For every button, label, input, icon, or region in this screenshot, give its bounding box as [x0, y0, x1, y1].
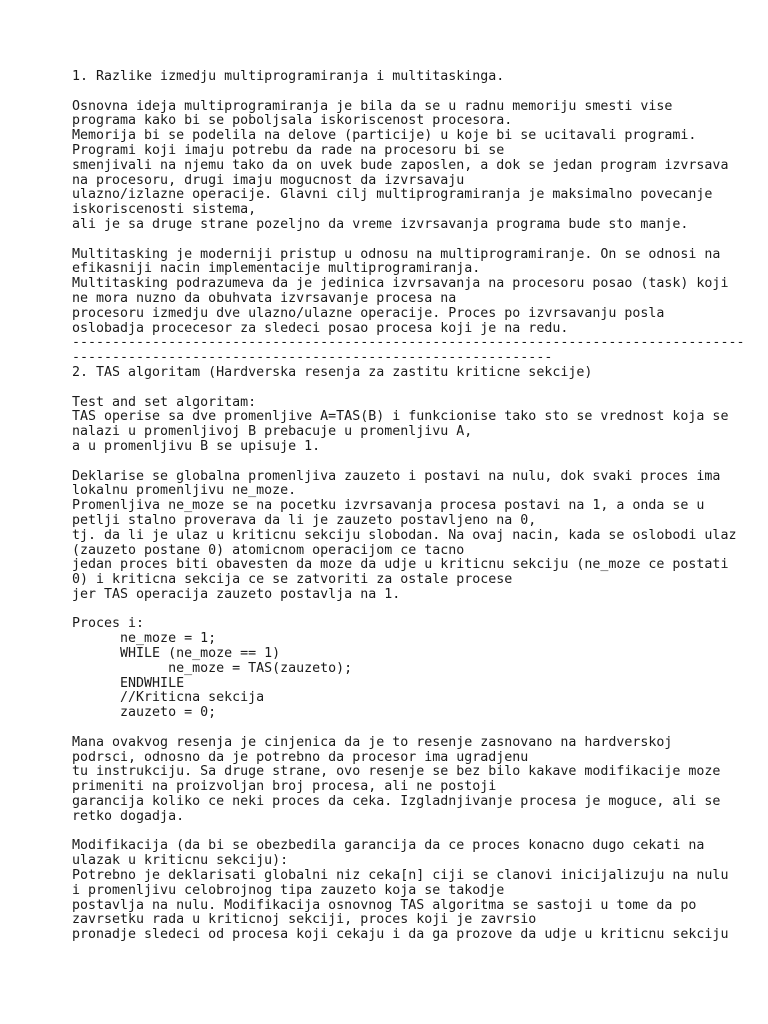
text-line: Promenljiva ne_moze se na pocetku izvrsavanja procesa postavi na 1, a onda se u: [72, 498, 705, 514]
text-line: tj. da li je ulaz u kriticnu sekciju slobodan. Na ovaj nacin, kada se oslobodi ulaz: [72, 527, 737, 543]
text-line: lokalnu promenljivu ne_moze.: [72, 483, 297, 499]
blank-line: [72, 721, 762, 736]
text-line: Multitasking je moderniji pristup u odnosu na multiprogramiranje. On se odnosi na: [72, 246, 721, 262]
text-line: Mana ovakvog resenja je cinjenica da je to resenje zasnovano na hardverskoj: [72, 734, 673, 750]
text-line: ------------------------------------------------------------: [72, 350, 553, 366]
text-line: ne_moze = 1;: [72, 631, 217, 647]
text-line: petlji stalno proverava da li je zauzeto postavljeno na 0,: [72, 512, 537, 528]
text-line: postavlja na nulu. Modifikacija osnovnog TAS algoritma se sastoji u tome da po: [72, 897, 697, 913]
text-line: Modifikacija (da bi se obezbedila garancija da ce proces konacno dugo cekati na: [72, 838, 705, 854]
text-line: primeniti na proizvoljan broj procesa, ali ne postoji: [72, 779, 497, 795]
text-line: Deklarise se globalna promenljiva zauzeto i postavi na nulu, dok svaki proces ima: [72, 468, 721, 484]
text-line: Programi koji imaju potrebu da rade na procesoru bi se: [72, 142, 505, 158]
text-line: ------------------------------------------------------------------------------------: [72, 335, 745, 351]
text-line: smenjivali na njemu tako da on uvek bude zaposlen, a dok se jedan program izvrsava: [72, 157, 729, 173]
text-line: Potrebno je deklarisati globalni niz ceka[n] ciji se clanovi inicijalizuju na nulu: [72, 868, 729, 884]
text-line: ulazno/izlazne operacije. Glavni cilj multiprogramiranja je maksimalno povecanje: [72, 187, 713, 203]
text-line: podrsci, odnosno da je potrebno da procesor ima ugradjenu: [72, 749, 529, 765]
blank-line: [72, 381, 762, 396]
text-line: oslobadja procecesor za sledeci posao procesa koji je na redu.: [72, 320, 569, 336]
text-line: (zauzeto postane 0) atomicnom operacijom ce tacno: [72, 542, 465, 558]
text-line: ENDWHILE: [72, 675, 185, 691]
text-line: zavrsetku rada u kriticnoj sekciji, proces koji je zavrsio: [72, 912, 537, 928]
text-line: garancija koliko ce neki proces da ceka. Izgladnjivanje procesa je moguce, ali se: [72, 794, 721, 810]
text-line: efikasniji nacin implementacije multiprogramiranja.: [72, 261, 481, 277]
blank-line: [72, 825, 762, 840]
text-line: //Kriticna sekcija: [72, 690, 265, 706]
text-line: WHILE (ne_moze == 1): [72, 646, 281, 662]
text-line: Memorija bi se podelila na delove (particije) u koje bi se ucitavali programi.: [72, 128, 697, 144]
blank-line: [72, 603, 762, 618]
blank-line: [72, 455, 762, 470]
text-line: Proces i:: [72, 616, 145, 632]
text-line: Osnovna ideja multiprogramiranja je bila da se u radnu memoriju smesti vise: [72, 98, 673, 114]
document-text: [72, 70, 762, 943]
blank-line: [72, 233, 762, 248]
blank-line: [72, 85, 762, 100]
text-line: zauzeto = 0;: [72, 705, 217, 721]
text-line: programa kako bi se poboljsala iskoriscenost procesora.: [72, 113, 513, 129]
text-line: iskoriscenosti sistema,: [72, 202, 257, 218]
text-line: ne mora nuzno da obuhvata izvrsavanje procesa na: [72, 290, 457, 306]
text-line: ali je sa druge strane pozeljno da vreme izvrsavanja programa bude sto manje.: [72, 216, 689, 232]
text-line: ulazak u kriticnu sekciju):: [72, 853, 289, 869]
text-line: jedan proces biti obavesten da moze da udje u kriticnu sekciju (ne_moze ce postati: [72, 557, 729, 573]
text-line: retko dogadja.: [72, 808, 185, 824]
text-line: i promenljivu celobrojnog tipa zauzeto koja se takodje: [72, 882, 505, 898]
text-line: TAS operise sa dve promenljive A=TAS(B) i funkcionise tako sto se vrednost koja se: [72, 409, 729, 425]
text-line: a u promenljivu B se upisuje 1.: [72, 438, 321, 454]
text-line: na procesoru, drugi imaju mogucnost da izvrsavaju: [72, 172, 465, 188]
text-line: 2. TAS algoritam (Hardverska resenja za zastitu kriticne sekcije): [72, 364, 593, 380]
text-line: jer TAS operacija zauzeto postavlja na 1.: [72, 586, 401, 602]
text-line: tu instrukciju. Sa druge strane, ovo resenje se bez bilo kakave modifikacije moze: [72, 764, 721, 780]
text-line: nalazi u promenljivoj B prebacuje u promenljivu A,: [72, 424, 473, 440]
text-line: 1. Razlike izmedju multiprogramiranja i multitaskinga.: [72, 69, 505, 84]
text-line: 0) i kriticna sekcija ce se zatvoriti za ostale procese: [72, 572, 513, 588]
text-line: Multitasking podrazumeva da je jedinica izvrsavanja na procesoru posao (task) koji: [72, 276, 729, 292]
text-line: Test and set algoritam:: [72, 394, 257, 410]
text-line: pronadje sledeci od procesa koji cekaju i da ga prozove da udje u kriticnu sekciju: [72, 927, 729, 943]
text-line: ne_moze = TAS(zauzeto);: [72, 660, 353, 676]
text-line: procesoru izmedju dve ulazno/ulazne operacije. Proces po izvrsavanju posla: [72, 305, 665, 321]
